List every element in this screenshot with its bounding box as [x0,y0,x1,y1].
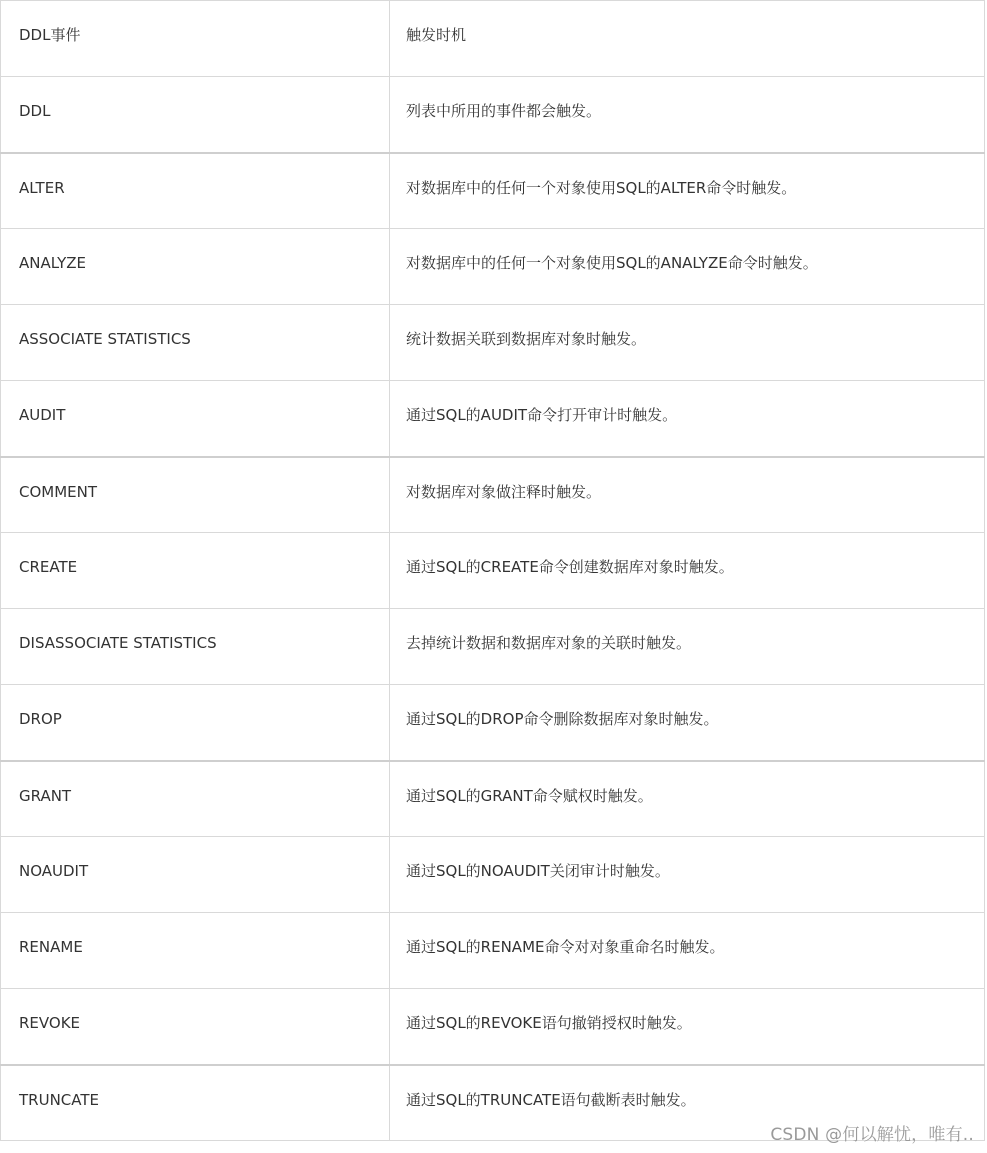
table-row [1,153,985,229]
event-cell: ALTER [1,153,390,229]
trigger-cell: 统计数据关联到数据库对象时触发。 [390,305,985,381]
trigger-cell: 通过SQL的AUDIT命令打开审计时触发。 [390,381,985,457]
table-row [1,457,985,533]
event-cell: DISASSOCIATE STATISTICS [1,609,390,685]
event-cell: RENAME [1,913,390,989]
trigger-cell: 列表中所用的事件都会触发。 [390,77,985,153]
trigger-cell: 通过SQL的GRANT命令赋权时触发。 [390,761,985,837]
header-trigger-cell: 触发时机 [390,1,985,77]
table-row [1,229,985,305]
trigger-cell: 通过SQL的NOAUDIT关闭审计时触发。 [390,837,985,913]
event-cell: DROP [1,685,390,761]
event-cell: TRUNCATE [1,1065,390,1141]
trigger-cell: 通过SQL的DROP命令删除数据库对象时触发。 [390,685,985,761]
trigger-cell: 对数据库中的任何一个对象使用SQL的ALTER命令时触发。 [390,153,985,229]
event-cell: CREATE [1,533,390,609]
event-cell: ASSOCIATE STATISTICS [1,305,390,381]
table-header-row [1,1,985,77]
table-row [1,305,985,381]
event-cell: REVOKE [1,989,390,1065]
table-row [1,989,985,1065]
table-row [1,533,985,609]
trigger-cell: 去掉统计数据和数据库对象的关联时触发。 [390,609,985,685]
table-row [1,381,985,457]
trigger-cell: 通过SQL的RENAME命令对对象重命名时触发。 [390,913,985,989]
trigger-cell: 通过SQL的TRUNCATE语句截断表时触发。 [390,1065,985,1141]
table-row [1,609,985,685]
trigger-cell: 通过SQL的CREATE命令创建数据库对象时触发。 [390,533,985,609]
table-row [1,685,985,761]
event-cell: GRANT [1,761,390,837]
table-row [1,761,985,837]
event-cell: DDL [1,77,390,153]
header-event-cell: DDL事件 [1,1,390,77]
event-cell: COMMENT [1,457,390,533]
trigger-cell: 通过SQL的REVOKE语句撤销授权时触发。 [390,989,985,1065]
csdn-watermark: CSDN @何以解忧，唯有.. [770,1125,974,1145]
event-cell: AUDIT [1,381,390,457]
event-cell: ANALYZE [1,229,390,305]
trigger-cell: 对数据库中的任何一个对象使用SQL的ANALYZE命令时触发。 [390,229,985,305]
trigger-cell: 对数据库对象做注释时触发。 [390,457,985,533]
table-row [1,913,985,989]
table-row [1,837,985,913]
event-cell: NOAUDIT [1,837,390,913]
table-row [1,77,985,153]
